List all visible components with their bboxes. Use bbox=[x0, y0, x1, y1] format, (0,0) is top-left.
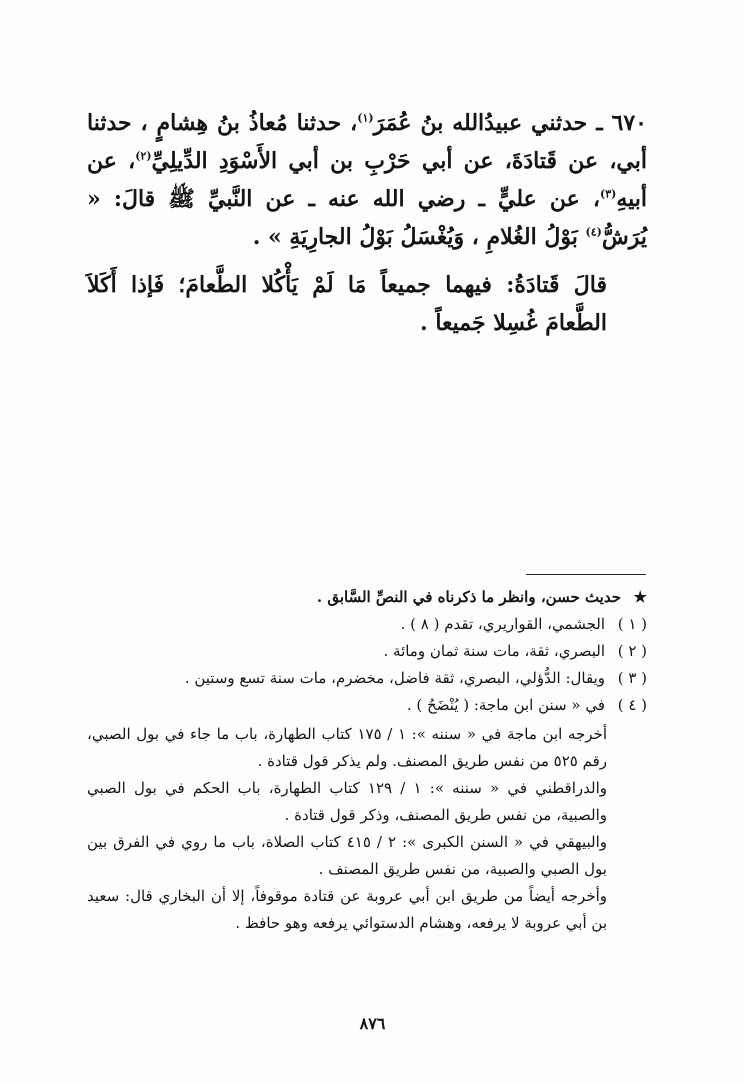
isnad-part-1: حدثني عبيدُالله بنُ عُمَرَ bbox=[373, 110, 588, 136]
footnote-ref-2: (٢) bbox=[135, 149, 152, 163]
qatada-statement: قالَ قَتادَةُ: فيهما جميعاً مَا لَمْ يَأْكُلا الطَّعامَ؛ فَإذا أَكَلاَ الطَّعامَ غُسِلا جَميعاً . bbox=[87, 272, 607, 336]
takhrij-mawquf: وأخرجه أيضاً من طريق ابن أبي عروبة عن قتادة موقوفاً، إلا أن البخاري قال: سعيد بن أبي عروبة لا يرفعه، وهشام الدستوائي يرفعه وهو حافظ . bbox=[87, 887, 607, 932]
footnote-text: في « سنن ابن ماجة: ( يُنْضَحُ ) . bbox=[406, 696, 605, 714]
takhrij-daraqutni: والدراقطني في « سننه »: ١ / ١٢٩ كتاب الطهارة، باب الحكم في بول الصبي والصبية، من نفس طريق المصنف، وذكر قول قتادة . bbox=[87, 779, 607, 824]
isnad-part-3: ، عن أبيهِ bbox=[87, 148, 647, 212]
hadith-paragraph bbox=[87, 104, 647, 256]
takhrij-bayhaqi: والبيهقي في « السنن الكبرى »: ٢ / ٤١٥ كتاب الصلاة، باب ما روي في الفرق بين بول الصبي والصبية، من نفس طريق المصنف . bbox=[87, 833, 607, 878]
grading-text: حديث حسن، وانظر ما ذكرناه في النصِّ السَّابق . bbox=[316, 588, 621, 606]
page-number: ٨٧٦ bbox=[359, 1014, 386, 1033]
hadith-number: ٦٧٠ ـ bbox=[596, 110, 647, 136]
footnote-number: ( ١ ) bbox=[617, 615, 647, 633]
footnote-ref-4: (٤) bbox=[585, 225, 602, 239]
isnad-part-4: ، عن عليٍّ ـ رضي الله عنه ـ عن النَّبيِّ ﷺ قالَ: « يُرَشُّ bbox=[87, 186, 647, 250]
footnote-1 bbox=[87, 611, 647, 638]
footnote-ref-1: (١) bbox=[357, 111, 374, 125]
footnote-4 bbox=[87, 692, 647, 719]
footnote-number: ( ٤ ) bbox=[617, 696, 647, 714]
footnote-text: ويقال: الدُّؤلي، البصري، ثقة فاضل، مخضرم، مات سنة تسع وستين . bbox=[184, 669, 605, 687]
matn-text: بَوْلُ الغُلامِ ، وَيُغْسَلُ بَوْلُ الجارِيَةِ » . bbox=[252, 224, 578, 250]
footnote-number: ( ٣ ) bbox=[617, 669, 647, 687]
footnote-number: ( ٢ ) bbox=[617, 642, 647, 660]
grading-note bbox=[87, 584, 647, 611]
footnotes bbox=[87, 584, 647, 937]
takhrij-block bbox=[87, 721, 647, 937]
footnote-text: الجشمي، القواريري، تقدم ( ٨ ) . bbox=[400, 615, 605, 633]
footnote-text: البصري، ثقة، مات سنة ثمان ومائة . bbox=[383, 642, 605, 660]
footnote-ref-3: (٣) bbox=[599, 187, 617, 201]
hadith-text bbox=[87, 104, 647, 342]
star-icon: ★ bbox=[633, 588, 647, 606]
footnote-2 bbox=[87, 638, 647, 665]
footnote-separator bbox=[526, 574, 646, 575]
isnad-part-2: ، حدثنا مُعاذُ بنُ هِشامٍ ، حدثنا أبي، عن قَتادَةَ، عن أبي حَرْبِ بن أبي الأَسْوَدِ الدِّيلِيِّ bbox=[87, 110, 647, 174]
footnote-3 bbox=[87, 665, 647, 692]
takhrij-ibn-majah: أخرجه ابن ماجة في « سننه »: ١ / ١٧٥ كتاب الطهارة، باب ما جاء في بول الصبي، رقم ٥٢٥ من نفس طريق المصنف. ولم يذكر قول قتادة . bbox=[87, 725, 607, 770]
